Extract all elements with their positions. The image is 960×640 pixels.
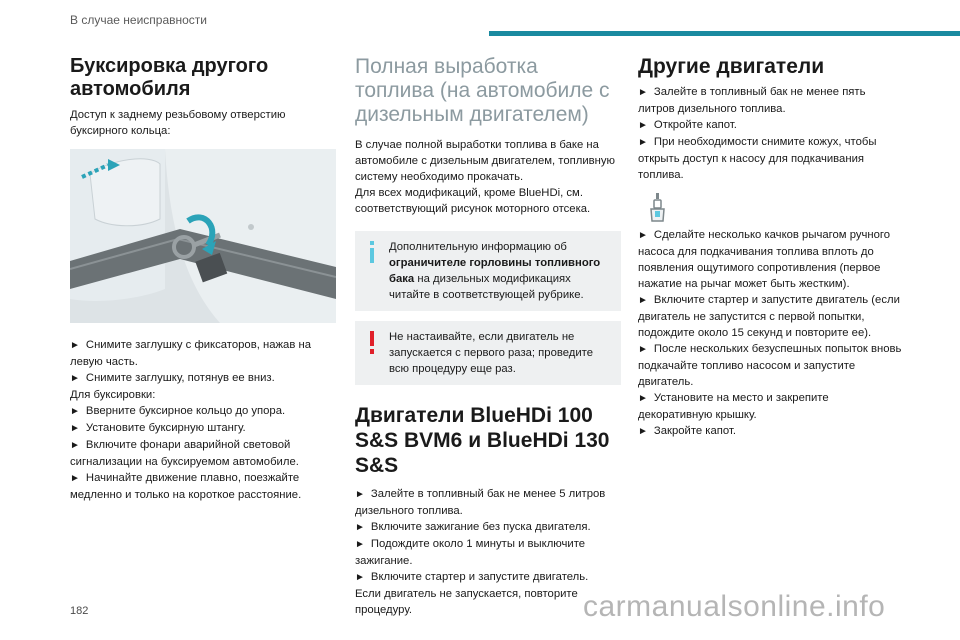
bullet-arrow-icon: ► — [638, 295, 648, 306]
bullet-arrow-icon: ► — [70, 340, 80, 351]
step-list — [70, 337, 336, 503]
warning-note: Не настаивайте, если двигатель не запускается с первого раза; проведите всю процедуру еще раз. — [355, 321, 621, 385]
bullet-arrow-icon: ► — [70, 373, 80, 384]
bullet-arrow-icon: ► — [355, 539, 365, 550]
section-title: В случае неисправности — [70, 13, 207, 27]
list-item: ► Снимите заглушку, потянув ее вниз. — [70, 372, 275, 384]
bullet-arrow-icon: ► — [638, 120, 648, 131]
list-item: ► Сделайте несколько качков рычагом ручного насоса для подкачивания топлива вплоть до появления ощутимого сопротивления (первое нажатие на рычаг может быть жестким). — [638, 229, 891, 290]
bluehdi-closing: Если двигатель не запускается, повторите процедуру. — [355, 588, 578, 616]
fuel-paragraph-1: В случае полной выработки топлива в баке на автомобиле с дизельным двигателем, топливную систему необходимо прокачать. — [355, 139, 615, 183]
list-item: ► Включите зажигание без пуска двигателя. — [355, 521, 591, 533]
info-note-emphasis: ограничителе горловины топливного бака — [389, 257, 601, 285]
fuel-paragraph-2: Для всех модификаций, кроме BlueHDi, см. соответствующий рисунок моторного отсека. — [355, 187, 591, 215]
bluehdi-step-list — [355, 486, 621, 618]
bullet-arrow-icon: ► — [70, 423, 80, 434]
list-item: ► Откройте капот. — [638, 119, 737, 131]
bullet-arrow-icon: ► — [638, 344, 648, 355]
column-towing — [70, 55, 336, 503]
bullet-arrow-icon: ► — [638, 393, 648, 404]
column-fuel-exhaustion — [355, 55, 621, 618]
list-item: ► Включите стартер и запустите двигатель (если двигатель не запустится с первой попытки, подождите около 15 секунд и повторите ее). — [638, 294, 900, 339]
list-item: ► Снимите заглушку с фиксаторов, нажав на левую часть. — [70, 339, 311, 368]
header-accent-bar — [489, 31, 960, 36]
list-item: ► Установите буксирную штангу. — [70, 422, 246, 434]
page-number: 182 — [70, 605, 89, 617]
bullet-arrow-icon: ► — [638, 137, 648, 148]
list-item: ► Начинайте движение плавно, поезжайте медленно и только на короткое расстояние. — [70, 472, 302, 501]
list-item: ► Подождите около 1 минуты и выключите зажигание. — [355, 538, 586, 567]
list-item: ► Включите стартер и запустите двигатель. — [355, 571, 589, 583]
bullet-arrow-icon: ► — [70, 440, 80, 451]
info-note: Дополнительную информацию об ограничителе горловины топливного бака на дизельных модификациях читайте в соответствующей рубрике. — [355, 231, 621, 311]
list-item: ► Закройте капот. — [638, 425, 736, 437]
list-item: ► Вверните буксирное кольцо до упора. — [70, 405, 286, 417]
watermark: carmanualsonline.info — [583, 590, 886, 623]
warning-icon — [367, 331, 377, 360]
other-engines-heading: Другие двигатели — [638, 55, 825, 78]
column-other-engines — [638, 55, 904, 440]
bullet-arrow-icon: ► — [638, 230, 648, 241]
towing-heading: Буксировка другого автомобиля — [70, 55, 269, 100]
fuel-pump-icon — [648, 193, 904, 223]
bullet-arrow-icon: ► — [355, 489, 365, 500]
other-engines-steps-b — [638, 227, 904, 440]
bullet-arrow-icon: ► — [70, 473, 80, 484]
list-item: ► Залейте в топливный бак не менее пять литров дизельного топлива. — [638, 86, 866, 115]
bullet-arrow-icon: ► — [638, 87, 648, 98]
list-item: ► При необходимости снимите кожух, чтобы открыть доступ к насосу для подкачивания топлива. — [638, 136, 877, 181]
bullet-arrow-icon: ► — [70, 406, 80, 417]
bullet-arrow-icon: ► — [355, 572, 365, 583]
bullet-arrow-icon: ► — [638, 426, 648, 437]
fuel-exhaustion-heading: Полная выработка топлива (на автомобиле с дизельным двигателем) — [355, 55, 610, 126]
list-item: ► Включите фонари аварийной световой сигнализации на буксируемом автомобиле. — [70, 439, 299, 468]
list-item: ► После нескольких безуспешных попыток вновь подкачайте топливо насосом и запустите двигатель. — [638, 343, 902, 388]
tow-ring-cover-illustration — [70, 149, 336, 323]
list-item: ► Установите на место и закрепите декоративную крышку. — [638, 392, 829, 421]
bluehdi-heading: Двигатели BlueHDi 100 S&S BVM6 и BlueHDi 130 S&S — [355, 404, 610, 477]
info-icon — [367, 241, 377, 268]
bullet-arrow-icon: ► — [355, 522, 365, 533]
towing-label: Для буксировки: — [70, 389, 156, 401]
towing-intro: Доступ к заднему резьбовому отверстию буксирного кольца: — [70, 109, 286, 137]
list-item: ► Залейте в топливный бак не менее 5 литров дизельного топлива. — [355, 488, 606, 517]
other-engines-steps-a — [638, 84, 904, 183]
